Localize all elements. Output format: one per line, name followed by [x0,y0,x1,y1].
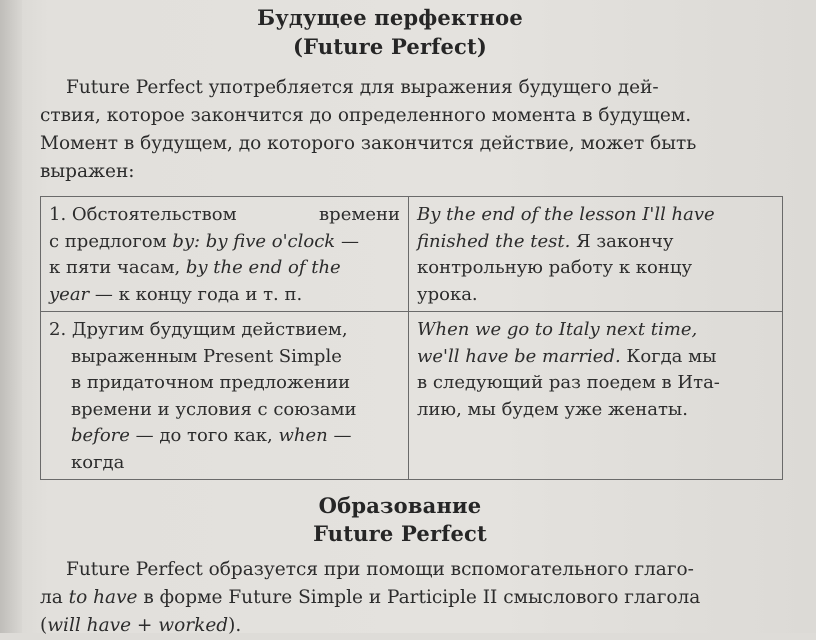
cell-italic-text: year [49,283,90,305]
formation-italic-text: will have [47,615,132,636]
cell-text: с предлогом [49,230,173,252]
cell-text: к пяти часам, [49,257,186,278]
cell-line [417,344,774,371]
cell-line: лию, мы будем уже женаты. [417,398,688,420]
formation-text: ла [40,587,69,608]
cell-text: — до того как, [129,425,279,446]
cell-line: времени и условия с союзами [71,398,357,420]
cell-line: 2. Другим будущим действием, [49,319,348,340]
cell-italic-text: before [71,425,130,446]
cell-text: — [327,425,352,446]
cell-text: Я закончу [570,230,674,252]
cell-line [49,255,400,282]
cell-line [49,229,400,256]
cell-line: When we go to Italy next time, [417,319,698,340]
table-cell-right [409,197,783,312]
cell-italic-text: finished the test. [417,230,571,252]
cell-italic-text: when [278,425,328,446]
formation-text: ( [40,615,48,636]
formation-line: Future Perfect образуется при помощи вспомогательного глаго- [66,559,694,580]
cell-italic-text: we'll have be married. [417,345,621,367]
cell-line [417,229,774,256]
section-line-1: Образование [318,493,482,518]
table-cell-left [41,197,409,312]
section-line-2: Future Perfect [313,521,487,546]
table-row [41,197,783,312]
cell-line: когда [71,451,125,473]
cell-text: Когда мы [620,345,717,367]
usage-table [40,196,783,480]
formation-italic-text: worked [158,615,229,636]
cell-line: By the end of the lesson I'll have [417,204,715,225]
intro-line: Момент в будущем, до которого закончится действие, может быть [40,133,697,154]
title-line-1: Будущее перфектное [257,5,523,30]
formation-text: + [131,615,159,636]
table-row [41,312,783,480]
cell-line: в следующий раз поедем в Ита- [417,372,720,393]
cell-text: — [335,230,359,252]
page-subtitle [0,33,780,61]
formation-line [40,584,780,612]
intro-line: Future Perfect употребляется для выражения будущего дей- [66,77,659,98]
cell-line: в придаточном предложении [71,372,351,393]
intro-line: ствия, которое закончится до определенного момента в будущем. [40,105,692,126]
cell-line [49,202,400,229]
table-cell-right [409,312,783,480]
section-subheading [10,520,790,548]
formation-line [40,612,780,640]
cell-text: 1. Обстоятельством [49,204,237,225]
formation-italic-text: to have [68,587,138,608]
cell-line: выраженным Present Simple [71,345,342,367]
cell-line [49,282,400,309]
cell-italic-text: by the end of the [185,257,341,278]
cell-line [49,423,400,450]
cell-text: времени [319,204,400,225]
cell-text: — к концу года и т. п. [89,283,303,305]
intro-line: выражен: [40,161,135,182]
page-title [0,4,780,32]
cell-line: урока. [417,283,478,305]
cell-italic-text: by: by five o'clock [172,230,336,252]
formation-text: в форме Future Simple и Participle II смыслового глагола [137,587,701,608]
cell-line: контрольную работу к концу [417,257,693,278]
section-heading [10,492,790,520]
formation-paragraph [40,556,780,640]
intro-paragraph [40,74,780,186]
formation-text: ). [228,615,242,636]
table-cell-left [41,312,409,480]
title-line-2: (Future Perfect) [292,34,488,59]
